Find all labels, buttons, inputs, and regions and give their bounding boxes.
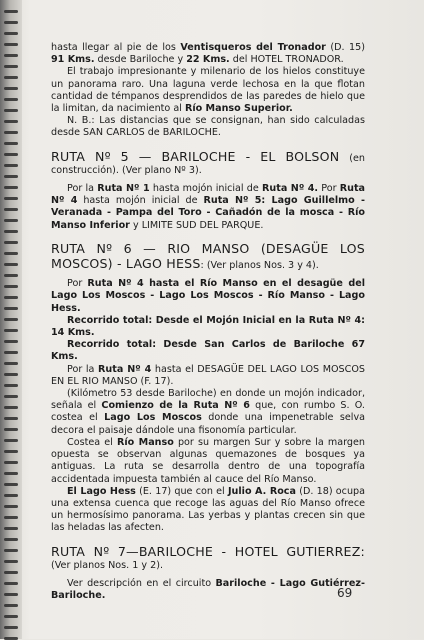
binding-ring [4,230,18,233]
paragraph [51,66,365,115]
text-run: Por [67,278,88,290]
paragraph [51,183,365,232]
binding-ring [4,164,18,167]
bold-text: RUTA Nº 6 [51,240,132,256]
paragraph [51,437,365,486]
bold-text: Ruta Nº 4 [51,183,366,207]
bold-text: RUTA Nº 5 [51,148,129,164]
binding-ring [4,428,18,431]
binding-ring [4,175,18,178]
binding-ring [4,120,18,123]
binding-ring [4,340,18,343]
binding-ring [4,395,18,398]
binding-ring [4,197,18,200]
text-run: — RIO MANSO (DESAGÜE LOS MOSCOS) - LAGO HESS [51,240,365,272]
binding-ring [4,87,18,90]
bold-text: 22 Kms. [186,54,230,66]
binding-ring [4,76,18,79]
bold-text: Julio A. Roca [227,485,296,497]
binding-ring [4,549,18,552]
text-run: Por la [67,183,98,195]
binding-ring [4,21,18,24]
binding-ring [4,373,18,376]
binding-ring [4,582,18,585]
bold-text: Río Manso Superior. [184,103,293,115]
text-run: Por [318,183,340,195]
text-run: (D. 15) [325,42,365,53]
text-run: Por la [67,363,99,375]
bold-text: Recorrido total: Desde el Mojón Inicial en la Ruta Nº 4: 14 Kms. [51,314,365,339]
text-run: Costea el [67,436,117,448]
binding-ring [4,483,18,486]
binding-ring [4,461,18,464]
bold-text: Ruta Nº 5: Lago Guillelmo - Veranada - Pampa del Toro - Cañadón de la mosca - Río Manso Inferior [51,195,365,231]
route-heading [51,242,365,272]
text-run: (E. 17) que con el [135,485,228,497]
text-run: : (Ver planos Nos. 3 y 4). [200,260,319,272]
bold-text: Ruta Nº 4. [262,183,319,195]
bold-text: 91 Kms. [51,54,95,66]
text-run: y LIMITE SUD DEL PARQUE. [129,219,264,231]
paragraph [51,364,365,388]
binding-ring [4,516,18,519]
binding-ring [4,142,18,145]
binding-ring [4,274,18,277]
binding-ring [4,505,18,508]
route-heading [51,545,365,572]
paragraph [51,388,365,437]
page-number: 69 [337,586,353,600]
text-run: que, con rumbo S. O. costea el [51,400,365,424]
text-run: (en construcción). (Ver plano Nº 3). [51,152,365,176]
bold-text: Ventisqueros del Tronador [180,42,326,53]
text-run: N. B.: Las distancias que se consignan, han sido calculadas desde SAN CARLOS de BARILOCHE. [51,115,365,139]
binding-ring [4,593,18,596]
text-run: hasta mojón inicial de [77,195,204,207]
bold-text: Recorrido total: Desde San Carlos de Bariloche 67 Kms. [51,339,365,363]
binding-ring [4,384,18,387]
binding-ring [4,54,18,57]
binding-ring [4,450,18,453]
binding-ring [4,494,18,497]
binding-ring [4,417,18,420]
binding-ring [4,626,18,629]
paragraph [51,315,365,339]
binding-ring [4,538,18,541]
paragraph [51,42,365,66]
binding-ring [4,263,18,266]
binding-ring [4,153,18,156]
bold-text: Ruta Nº 4 [98,363,152,375]
text-run: desde Bariloche y [94,54,187,66]
text-run: del HOTEL TRONADOR. [229,54,344,66]
binding-ring [4,208,18,211]
binding-ring [4,285,18,288]
binding-ring [4,351,18,354]
page-body [51,42,365,602]
binding-ring [4,109,18,112]
text-run: hasta el DESAGÜE DEL LAGO LOS MOSCOS EN EL RIO MANSO (F. 17). [51,363,365,387]
binding-ring [4,439,18,442]
binding-ring [4,472,18,475]
binding-ring [4,32,18,35]
text-run: —BARILOCHE - HOTEL GUTIERREZ: [126,543,365,559]
binding-ring [4,615,18,618]
binding-ring [4,527,18,530]
text-run: (Ver planos Nos. 1 y 2). [51,559,164,571]
binding-ring [4,362,18,365]
text-run: hasta llegar al pie de los [51,42,181,53]
text-run: por su margen Sur y sobre la margen opuesta se observan algunas quemazones de bosques ya antiguas. La ruta se desarrolla dentro de una topografía accidentada impuesta también al cauce del Río Manso. [51,436,365,485]
bold-text: Lago Los Moscos [104,412,202,424]
bold-text: Ruta Nº 4 hasta el Río Manso en el desagüe del Lago Los Moscos - Lago Los Moscos - Río Manso - Lago Hess. [51,278,365,314]
text-run: — BARILOCHE - EL BOLSON [128,148,350,164]
binding-ring [4,318,18,321]
bold-text: Río Manso [116,436,174,448]
binding-ring [4,560,18,563]
binding-ring [4,98,18,101]
bold-text: Comienzo de la Ruta Nº 6 [101,400,250,412]
binding-ring [4,219,18,222]
paragraph [51,339,365,363]
binding-ring [4,65,18,68]
binding-ring [4,252,18,255]
binding-ring [4,571,18,574]
paragraph [51,486,365,535]
text-run: Ver descripción en el circuito [67,577,216,589]
route-heading [51,150,365,177]
bold-text: El Lago Hess [67,485,136,497]
text-run: donde una impenetrable selva decora el paisaje dándole una fisonomía particular. [51,412,366,436]
paragraph [51,115,365,139]
binding-ring [4,329,18,332]
binding-ring [4,241,18,244]
binding-ring [4,186,18,189]
paragraph [51,578,365,602]
binding-ring [4,43,18,46]
binding-ring [4,307,18,310]
binding-ring [4,10,18,13]
bold-text: Bariloche - Lago Gutiérrez-Bariloche. [51,577,365,602]
text-run: (Kilómetro 53 desde Bariloche) en donde un mojón indicador, señala el [51,388,365,412]
text-run: hasta mojón inicial de [149,183,263,195]
bold-text: RUTA Nº 7 [51,543,127,559]
bold-text: Ruta Nº 1 [97,183,150,195]
binding-ring [4,296,18,299]
text-run: (D. 18) ocupa una extensa cuenca que recoge las aguas del Río Manso ofrece un hermosísimo panorama. Las yerbas y plantas crecen sin que las heladas las afecten. [51,485,365,534]
paragraph [51,278,365,315]
binding-ring [4,406,18,409]
binding-ring [4,131,18,134]
binding-ring [4,604,18,607]
text-run: El trabajo impresionante y milenario de los hielos constituye un panorama raro. Una laguna verde lechosa en la que flotan cantidad de témpanos desprendidos de las paredes de hielo que la limitan, da nacimiento al [51,66,365,115]
